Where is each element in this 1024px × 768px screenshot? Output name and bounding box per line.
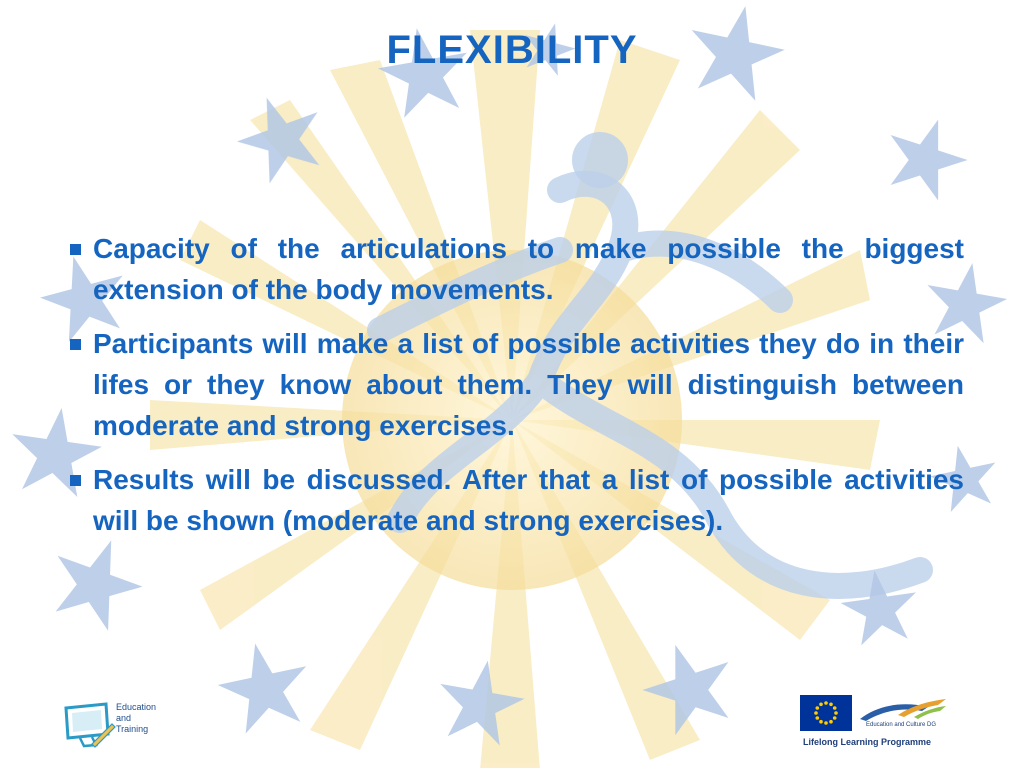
logo-text-line: and xyxy=(116,713,132,723)
programme-label: Lifelong Learning Programme xyxy=(803,737,932,747)
bullet-list xyxy=(66,228,964,554)
eu-programme-logo xyxy=(800,695,960,755)
logo-text-line: Training xyxy=(116,724,149,734)
slide-title: FLEXIBILITY xyxy=(386,28,638,72)
logo-text-line: Education xyxy=(116,702,157,712)
bullet-text: Capacity of the articulations to make possible the biggest extension of the body movements. xyxy=(93,233,964,305)
square-bullet-icon xyxy=(70,475,81,486)
swoosh-icon xyxy=(858,697,948,725)
dg-label: Education and Culture DG xyxy=(866,722,937,728)
bullet-text: Participants will make a list of possible activities they do in their lifes or they know about them. They will distinguish between moderate and strong exercises. xyxy=(93,328,964,441)
education-training-logo xyxy=(62,700,172,750)
bullet-item xyxy=(66,323,964,446)
square-bullet-icon xyxy=(70,244,81,255)
bullet-text: Results will be discussed. After that a list of possible activities will be shown (moderate and strong exercises). xyxy=(93,464,964,536)
computer-pencil-icon xyxy=(62,700,118,750)
square-bullet-icon xyxy=(70,339,81,350)
bullet-item xyxy=(66,228,964,310)
bullet-item xyxy=(66,459,964,541)
eu-flag-icon xyxy=(800,695,852,731)
